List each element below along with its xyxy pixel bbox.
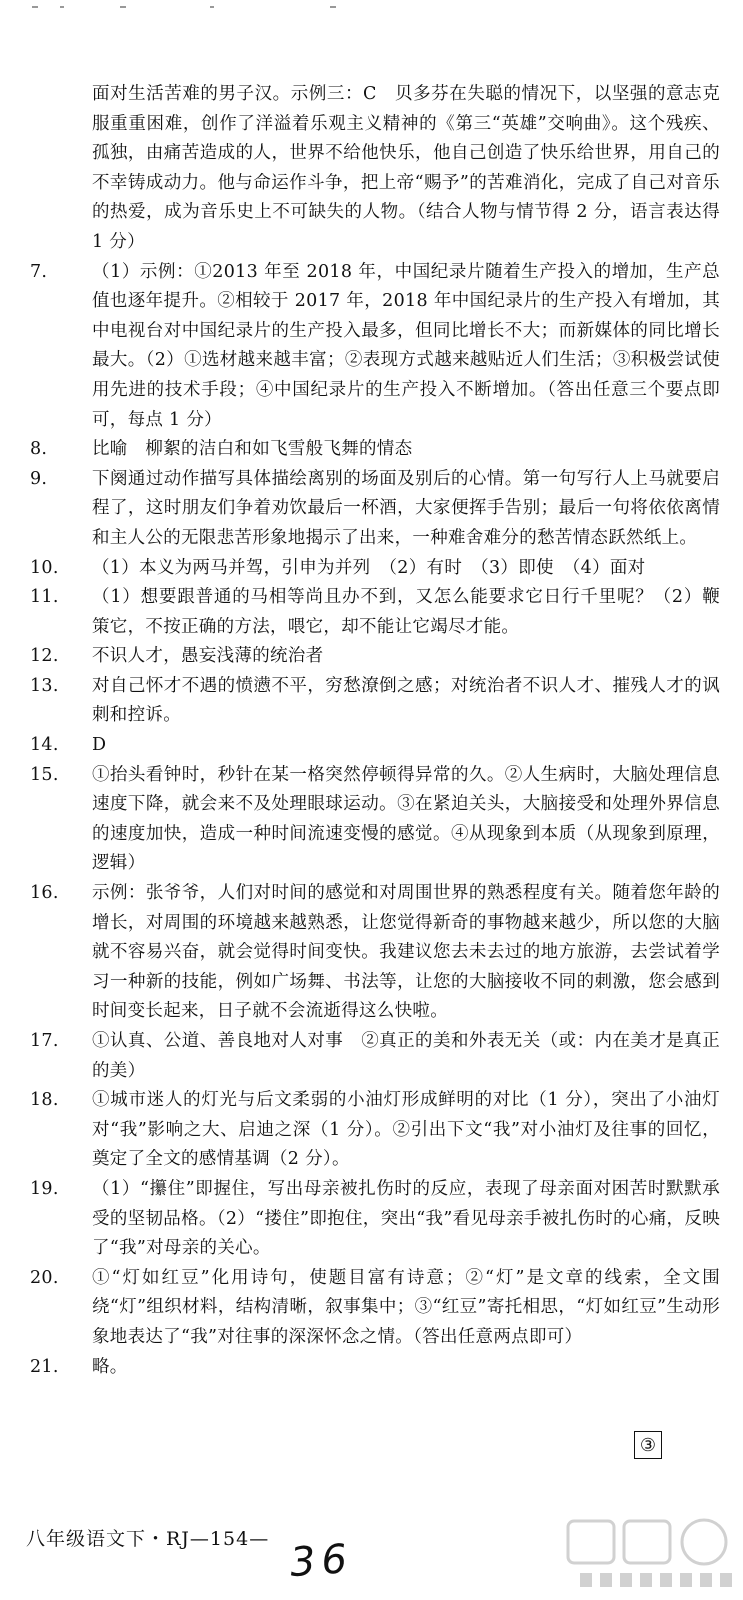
handwritten-number: 36 [288, 1535, 355, 1587]
answer-text: 面对生活苦难的男子汉。示例三：C 贝多芬在失聪的情况下，以坚强的意志克服重重困难，创作了洋溢着乐观主义精神的《第三“英雄”交响曲》。这个残疾、孤独，由痛苦造成的人，世界不给他快乐，他自己创造了快乐给世界，用自己的不幸铸成动力。他与命运作斗争，把上帝“赐予”的苦难消化，完成了自己对音乐的热爱，成为音乐史上不可缺失的人物。（结合人物与情节得 2 分，语言表达得 1 分） [92, 84, 720, 252]
answer-text: 示例：张爷爷，人们对时间的感觉和对周围世界的熟悉程度有关。随着您年龄的增长，对周围的环境越来越熟悉，让您觉得新奇的事物越来越少，所以您的大脑就不容易兴奋，就会觉得时间变快。我建议您去未去过的地方旅游，去尝试着学习一种新的技能，例如广场舞、书法等，让您的大脑接收不同的刺激，您会感到时间变长起来，日子就不会流逝得这么快啦。 [92, 883, 720, 1022]
answer-item-21 [30, 1353, 720, 1383]
answer-text: ①城市迷人的灯光与后文柔弱的小油灯形成鲜明的对比（1 分），突出了小油灯对“我”影响之大、启迪之深（1 分）。②引出下文“我”对小油灯及往事的回忆，奠定了全文的感情基调（2 分）。 [92, 1090, 720, 1170]
answer-item-6-cont [30, 80, 720, 258]
page-marker-badge [634, 1431, 662, 1459]
answer-text: ①“灯如红豆”化用诗句，使题目富有诗意；②“灯”是文章的线索，全文围绕“灯”组织材料，结构清晰，叙事集中；③“红豆”寄托相思，“灯如红豆”生动形象地表达了“我”对往事的深深怀念之情。（答出任意两点即可） [92, 1267, 720, 1347]
answer-item-18 [30, 1086, 720, 1175]
answer-item-12 [30, 642, 720, 672]
answer-text: ①认真、公道、善良地对人对事 ②真正的美和外表无关（或：内在美才是真正的美） [92, 1031, 720, 1081]
page-marker-label: ③ [639, 1434, 657, 1456]
answer-number: 21. [30, 1356, 59, 1377]
answer-number: 19. [30, 1178, 59, 1199]
answer-item-11 [30, 583, 720, 642]
answer-text: 比喻 柳絮的洁白和如飞雪般飞舞的情态 [92, 439, 413, 460]
answer-item-10 [30, 554, 720, 584]
answer-item-9 [30, 465, 720, 554]
answer-number: 12. [30, 646, 59, 667]
answer-text: 对自己怀才不遇的愤懑不平，穷愁潦倒之感；对统治者不识人才、摧残人才的讽刺和控诉。 [92, 675, 720, 726]
answer-number: 8. [30, 439, 48, 460]
answer-text: （1）想要跟普通的马相等尚且办不到，又怎么能要求它日行千里呢？（2）鞭策它，不按正确的方法，喂它，却不能让它竭尽才能。 [92, 587, 720, 637]
answer-text: D [92, 735, 107, 756]
answer-number: 10. [30, 557, 59, 578]
answer-item-16 [30, 879, 720, 1027]
watermark-logo [560, 1515, 740, 1595]
answer-number: 16. [30, 883, 59, 904]
answer-item-8 [30, 435, 720, 465]
answer-item-7 [30, 258, 720, 436]
answer-number: 18. [30, 1090, 59, 1111]
answer-item-15 [30, 761, 720, 879]
answer-text: ①抬头看钟时，秒针在某一格突然停顿得异常的久。②人生病时，大脑处理信息速度下降，就会来不及处理眼球运动。③在紧迫关头，大脑接受和处理外界信息的速度加快，造成一种时间流速变慢的感觉。④从现象到本质（从现象到原理，逻辑） [92, 764, 720, 874]
answer-item-17 [30, 1027, 720, 1086]
answer-list [30, 80, 720, 1382]
answer-text: （1）本义为两马并驾，引申为并列 （2）有时 （3）即使 （4）面对 [92, 557, 646, 578]
answer-text: 不识人才，愚妄浅薄的统治者 [92, 646, 324, 667]
answer-number: 9. [30, 468, 48, 489]
answer-number: 13. [30, 675, 59, 696]
answer-text: 下阕通过动作描写具体描绘离别的场面及别后的心情。第一句写行人上马就要启程了，这时朋友们争着劝饮最后一杯酒，大家便挥手告别；最后一句将依依离情和主人公的无限悲苦形象地揭示了出来，一种难舍难分的愁苦情态跃然纸上。 [92, 468, 720, 548]
watermark-graphic [560, 1515, 740, 1595]
answer-number: 17. [30, 1031, 59, 1051]
answer-text: （1）示例：①2013 年至 2018 年，中国纪录片随着生产投入的增加，生产总值也逐年提升。②相较于 2017 年，2018 年中国纪录片的生产投入有增加，其中电视台对中国纪录片的生产投入最多，但同比增长不大；而新媒体的同比增长最大。（2）①选材越来越丰富；②表现方式越来越贴近人们生活；③积极尝试使用先进的技术手段；④中国纪录片的生产投入不断增加。（答出任意三个要点即可，每点 1 分） [92, 261, 720, 430]
answer-item-14 [30, 731, 720, 761]
answer-number: 15. [30, 764, 59, 785]
answer-item-13 [30, 672, 720, 731]
answer-item-20 [30, 1264, 720, 1353]
answer-text: （1）“攥住”即握住，写出母亲被扎伤时的反应，表现了母亲面对困苦时默默承受的坚韧品格。（2）“搂住”即抱住，突出“我”看见母亲手被扎伤时的心痛，反映了“我”对母亲的关心。 [92, 1178, 720, 1259]
answer-number: 14. [30, 735, 59, 756]
answer-number: 7. [30, 261, 48, 282]
answer-item-19 [30, 1175, 720, 1264]
page-footer: 八年级语文下・RJ—154— [26, 1528, 270, 1550]
answer-number: 11. [30, 587, 59, 608]
answer-number: 20. [30, 1267, 59, 1288]
answer-text: 略。 [92, 1356, 128, 1377]
scan-top-edge [0, 0, 743, 16]
